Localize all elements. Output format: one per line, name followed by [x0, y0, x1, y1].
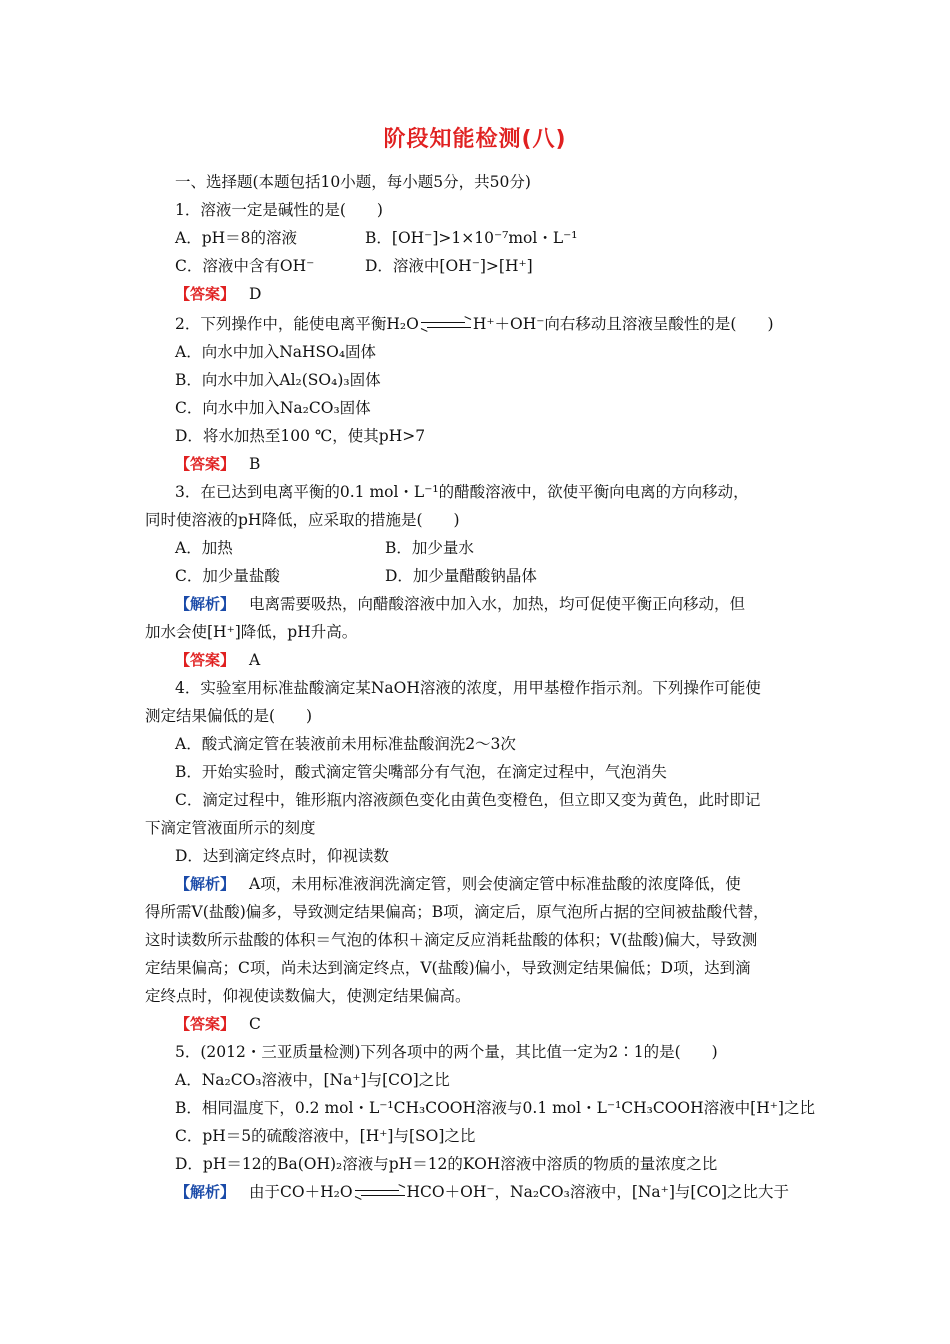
q3-stem-line2: 同时使溶液的pH降低，应采取的措施是( ): [145, 511, 460, 529]
q5-option-b: B．相同温度下，0.2 mol・L⁻¹CH₃COOH溶液与0.1 mol・L⁻¹CH₃COOH溶液中[H⁺]之比: [175, 1099, 815, 1117]
q3-analysis-line2: 加水会使[H⁺]降低，pH升高。: [145, 623, 358, 641]
q3-answer: [175, 650, 815, 670]
q4-analysis-text1: A项，未用标准液润洗滴定管，则会使滴定管中标准盐酸的浓度降低，使: [249, 875, 741, 893]
q2-option-d: D．将水加热至100 ℃，使其pH>7: [175, 427, 426, 445]
q4-analysis-line4: 定结果偏高；C项，尚未达到滴定终点，V(盐酸)偏小，导致测定结果偏低；D项，达到滴: [145, 959, 751, 977]
q2-option-a: A．向水中加入NaHSO₄固体: [175, 343, 377, 361]
q4-stem-line2: 测定结果偏低的是( ): [145, 707, 313, 725]
page-title: 阶段知能检测(八): [383, 127, 567, 152]
q4-option-a: A．酸式滴定管在装液前未用标准盐酸润洗2～3次: [175, 735, 516, 753]
q3-option-c: C．加少量盐酸: [175, 567, 280, 585]
q5-option-d: D．pH＝12的Ba(OH)₂溶液与pH＝12的KOH溶液中溶质的物质的量浓度之比: [175, 1155, 718, 1173]
q2-stem-part2: H⁺＋OH⁻向右移动且溶液呈酸性的是( ): [472, 315, 774, 333]
q3-stem-line1: 3．在已达到电离平衡的0.1 mol・L⁻¹的醋酸溶液中，欲使平衡向电离的方向移动，: [175, 483, 749, 501]
analysis-tag: 【解析】: [175, 875, 236, 893]
q3-analysis-line1: [175, 594, 815, 614]
q1-options-row2: [175, 256, 815, 276]
q4-option-b: B．开始实验时，酸式滴定管尖嘴部分有气泡，在滴定过程中，气泡消失: [175, 763, 667, 781]
q4-analysis-line1: [175, 874, 815, 894]
analysis-tag: 【解析】: [175, 595, 236, 613]
q1-option-d: D．溶液中[OH⁻]>[H⁺]: [365, 257, 533, 275]
equilibrium-arrow-icon: [355, 1188, 405, 1198]
q1-options-row1: [175, 228, 815, 248]
q4-option-d: D．达到滴定终点时，仰视读数: [175, 847, 389, 865]
q3-answer-value: A: [249, 651, 261, 669]
q4-option-c-line2: 下滴定管液面所示的刻度: [145, 819, 316, 837]
equilibrium-arrow-icon: [421, 320, 471, 330]
q3-option-a: A．加热: [175, 539, 233, 557]
q4-option-c-line1: C．滴定过程中，锥形瓶内溶液颜色变化由黄色变橙色，但立即又变为黄色，此时即记: [175, 791, 761, 809]
q1-answer-value: D: [249, 285, 262, 303]
q5-analysis-part1: 由于CO＋H₂O: [249, 1183, 353, 1201]
q3-options-row1: [175, 538, 815, 558]
q4-stem-line1: 4．实验室用标准盐酸滴定某NaOH溶液的浓度，用甲基橙作指示剂。下列操作可能使: [175, 679, 761, 697]
q5-stem: 5．(2012・三亚质量检测)下列各项中的两个量，其比值一定为2∶1的是( ): [175, 1043, 718, 1061]
q2-answer: [175, 454, 815, 474]
q2-option-c: C．向水中加入Na₂CO₃固体: [175, 399, 371, 417]
answer-tag: 【答案】: [175, 285, 236, 303]
q4-analysis-line5: 定终点时，仰视使读数偏大，使测定结果偏高。: [145, 987, 471, 1005]
q2-answer-value: B: [249, 455, 261, 473]
q3-option-b: B．加少量水: [385, 539, 474, 557]
answer-tag: 【答案】: [175, 651, 236, 669]
q2-option-b: B．向水中加入Al₂(SO₄)₃固体: [175, 371, 381, 389]
q5-option-a: A．Na₂CO₃溶液中，[Na⁺]与[CO]之比: [175, 1071, 450, 1089]
q1-option-a: A．pH＝8的溶液: [175, 229, 297, 247]
section-heading: 一、选择题(本题包括10小题，每小题5分，共50分): [175, 173, 531, 191]
q3-option-d: D．加少量醋酸钠晶体: [385, 567, 537, 585]
q2-stem: [175, 314, 815, 334]
q4-analysis-line3: 这时读数所示盐酸的体积＝气泡的体积＋滴定反应消耗盐酸的体积；V(盐酸)偏大，导致测: [145, 931, 758, 949]
q4-analysis-line2: 得所需V(盐酸)偏多，导致测定结果偏高；B项，滴定后，原气泡所占据的空间被盐酸代替，: [145, 903, 769, 921]
q4-answer: [175, 1014, 815, 1034]
q2-stem-part1: 2．下列操作中，能使电离平衡H₂O: [175, 315, 419, 333]
answer-tag: 【答案】: [175, 455, 236, 473]
q5-analysis-part2: HCO＋OH⁻，Na₂CO₃溶液中，[Na⁺]与[CO]之比大于: [406, 1183, 790, 1201]
q1-option-c: C．溶液中含有OH⁻: [175, 257, 315, 275]
q5-option-c: C．pH＝5的硫酸溶液中，[H⁺]与[SO]之比: [175, 1127, 476, 1145]
q1-option-b: B．[OH⁻]>1×10⁻⁷mol・L⁻¹: [365, 229, 578, 247]
q3-options-row2: [175, 566, 815, 586]
q5-analysis-line1: [175, 1182, 815, 1202]
q1-answer: [175, 284, 815, 304]
analysis-tag: 【解析】: [175, 1183, 236, 1201]
q3-analysis-text1: 电离需要吸热，向醋酸溶液中加入水，加热，均可促使平衡正向移动，但: [249, 595, 746, 613]
q4-answer-value: C: [249, 1015, 261, 1033]
answer-tag: 【答案】: [175, 1015, 236, 1033]
q1-stem: 1．溶液一定是碱性的是( ): [175, 201, 383, 219]
